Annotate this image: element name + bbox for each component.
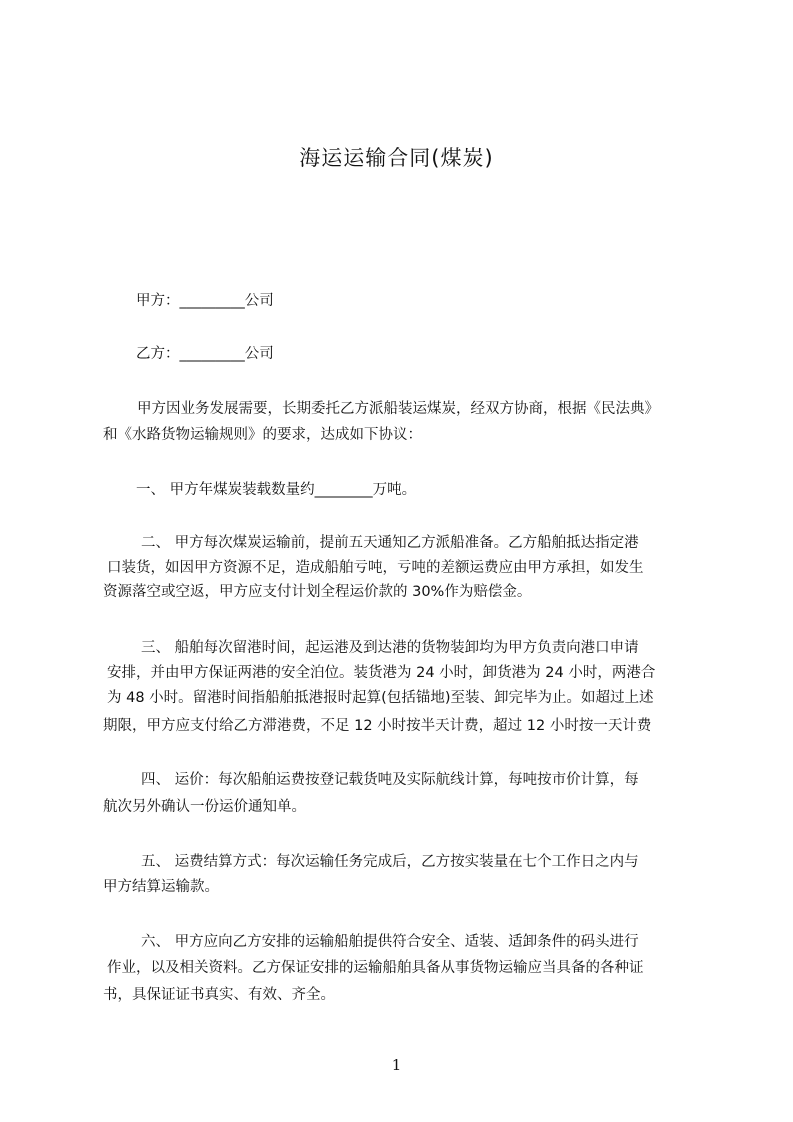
clause-2-line-3: 资源落空或空返，甲方应支付计划全程运价款的 30%作为赔偿金。 [103,584,532,600]
preamble-line-2: 和《水路货物运输规则》的要求，达成如下协议： [103,427,422,443]
clause-2-line-2: 口装货，如因甲方资源不足，造成船舶亏吨，亏吨的差额运费应由甲方承担，如发生 [107,560,644,576]
party-a-line: 甲方：_________公司 [136,293,274,309]
clause-4-line-2: 航次另外确认一份运价通知单。 [103,799,306,815]
clause-3-line-1: 三、 船舶每次留港时间，起运港及到达港的货物装卸均为甲方负责向港口申请 [141,640,639,656]
clause-6-line-3: 书，具保证证书真实、有效、齐全。 [103,987,335,1003]
clause-6-line-1: 六、 甲方应向乙方安排的运输船舶提供符合安全、适装、适卸条件的码头进行 [141,934,639,950]
clause-3-line-4: 期限，甲方应支付给乙方滞港费，不足 12 小时按半天计费，超过 12 小时按一天计费 [103,718,652,734]
party-b-line: 乙方：_________公司 [136,346,274,362]
clause-3-line-3: 为 48 小时。留港时间指船舶抵港报时起算(包括锚地)至装、卸完毕为止。如超过上述 [107,690,654,706]
clause-6-line-2: 作业，以及相关资料。乙方保证安排的运输船舶具备从事货物运输应当具备的各种证 [107,960,644,976]
preamble-line-1: 甲方因业务发展需要，长期委托乙方派船装运煤炭，经双方协商，根据《民法典》 [137,401,659,417]
clause-3-line-2: 安排，并由甲方保证两港的安全泊位。装货港为 24 小时，卸货港为 24 小时，两港合 [107,665,656,681]
clause-2-line-1: 二、 甲方每次煤炭运输前，提前五天通知乙方派船准备。乙方船舶抵达指定港 [141,535,639,551]
document-title: 海运运输合同(煤炭) [299,146,494,170]
clause-1-line-1: 一、 甲方年煤炭装载数量约________万吨。 [136,482,417,498]
clause-5-line-1: 五、 运费结算方式：每次运输任务完成后，乙方按实装量在七个工作日之内与 [141,854,639,870]
page-number: 1 [391,1056,402,1074]
clause-5-line-2: 甲方结算运输款。 [103,879,219,895]
clause-4-line-1: 四、 运价：每次船舶运费按登记载货吨及实际航线计算，每吨按市价计算，每 [141,772,639,788]
